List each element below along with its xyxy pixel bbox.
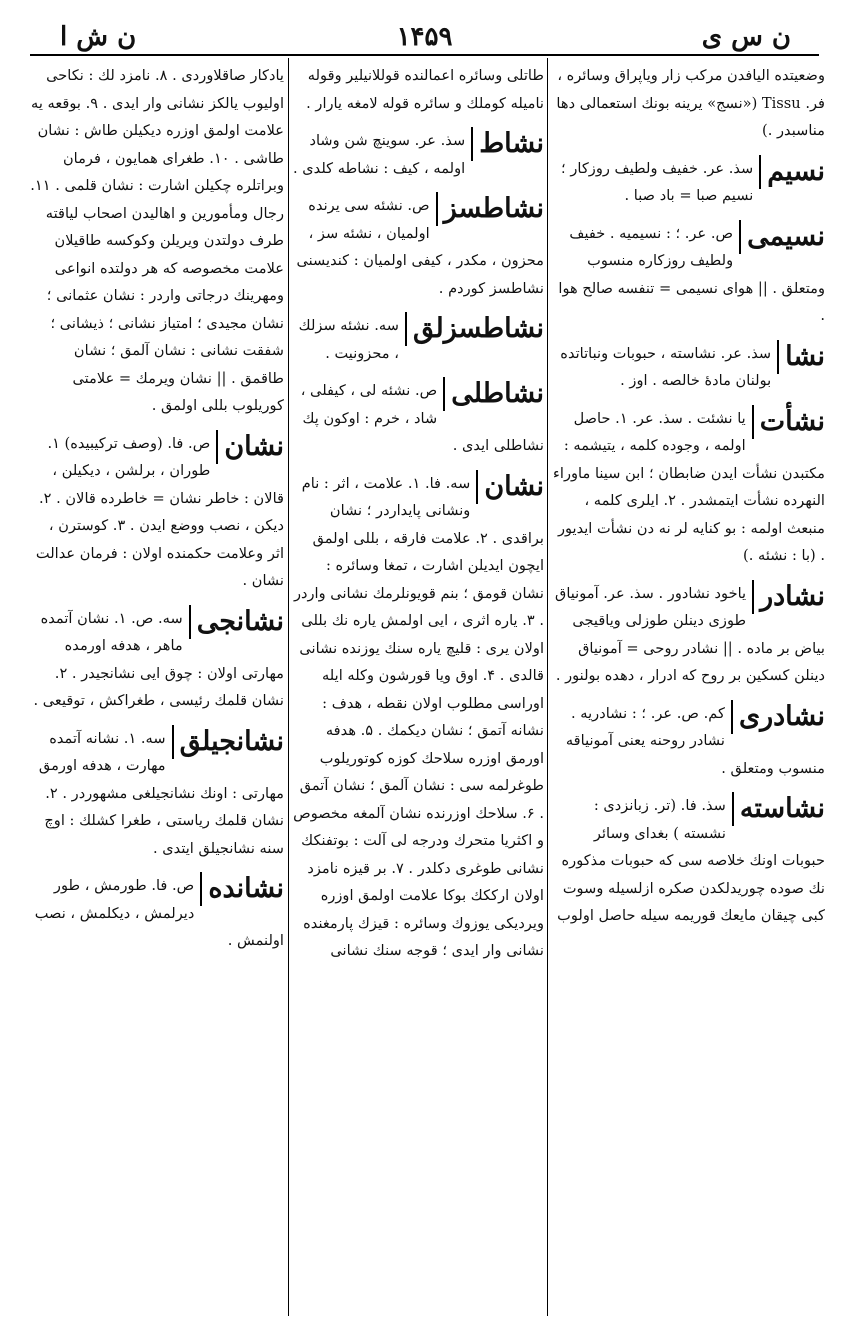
entry-headword: نشادر (752, 580, 825, 614)
entry-headword: نشان (216, 430, 284, 464)
entry-definition: سذ. عر. نشاسته ، حبوبات ونباتاتده بولنان مادهٔ خالصه . اوز . (560, 344, 772, 389)
dictionary-entry (550, 580, 825, 690)
column-left (30, 62, 284, 1312)
dictionary-entry (292, 192, 544, 302)
page-number: ۱۴۵۹ (396, 22, 453, 52)
column-divider (288, 58, 289, 1316)
entry-headword: نشأت (752, 405, 825, 439)
entry-headword: نشانجی (189, 605, 284, 639)
header-right-letters: ن س ی (701, 22, 791, 52)
entry-definition: یاخود نشادور . سذ. عر. آمونیاق طوزی دینلن طوزلی ویاقیجی بیاض بر ماده . || نشادر روحی = آمونیاق دینلن کسکین بر روح که ادرار ، دهده بولنور . (555, 584, 825, 684)
entry-definition: ص. فا. (وصف ترکیبیده) ۱. طوران ، برلشن ، دیکیلن ، قالان : خاطر نشان = خاطرده قالان . ۲. دیکن ، نصب ووضع ایدن . ۳. کوسترن ، اثر وعلامت حکمنده اولان : فرمان عدالت نشان . (35, 434, 284, 589)
column-divider (547, 58, 548, 1316)
entry-definition: سذ. عر. سوینچ شن وشاد اولمه ، کیف : نشاطه کلدی . (292, 132, 466, 177)
entry-headword: نشاطسز (436, 192, 544, 226)
dictionary-entry (550, 700, 825, 783)
entry-headword: نشانجیلق (172, 725, 284, 759)
entry-headword: نشان (476, 470, 544, 504)
dictionary-entry (292, 62, 544, 117)
entry-definition: سه. فا. ۱. علامت ، اثر : نام ونشانی پایداردر ؛ نشان براقدی . ۲. علامت فارقه ، بللی اولمق ایچون ایدیلن اشارت ، تمغا وسائره : نشان قومق ؛ بنم قویونلرمك نشانی واردر . ۳. یاره اثری ، ایی اولمش یاره نك بللی اولان یری : قلیچ یاره سنك یوزنده نشانی قالدی . ۴. اوق ویا قورشون وکله ایله اوراسی مطلوب اولان نقطه ، هدف : نشانه آتمق ؛ نشان دیکمك . ۵. هدفه اورمق اوزره سلاحك کوزه کوتوریلوب طوغرلمه سی : نشان آلمق ؛ نشان آتمق . ۶. سلاحك اوزرنده نشان آلمغه مخصوص و اکثریا متحرك ودرجه لی آلت : بوتفنکك نشانی طوغری دکلدر . ۷. بر قیزه نامزد اولان ارککك بوکا علامت اولمق اوزره ویردیکی یوزوك وسائره : قیزك پارمغنده نشانی وار ایدی ؛ قوجه سنك نشانی (293, 474, 544, 959)
entry-headword: نشانده (200, 872, 284, 906)
entry-headword: نشاط (471, 127, 544, 161)
dictionary-entry (30, 430, 284, 595)
entry-definition: ص. فا. طورمش ، طور دیرلمش ، دیکلمش ، نصب اولنمش . (34, 877, 284, 949)
header-left-letters: ن ش ا (60, 22, 137, 52)
entry-definition: ص. نشئه سی یرنده اولمیان ، نشئه سز ، محزون ، مکدر ، کیفی اولمیان : کندیسنی نشاطسز کوردم . (296, 197, 544, 297)
entry-definition: ص. عر. ؛ : نسیمیه . خفیف ولطیف روزکاره منسوب ومتعلق . || هوای نسیمی = تنفسه صالح هوا . (558, 224, 825, 324)
dictionary-entry (292, 127, 544, 182)
entry-headword: نشا (777, 340, 825, 374)
entry-headword: نشاطلی (443, 377, 544, 411)
entry-definition: سذ. عر. خفیف ولطیف روزکار ؛ نسیم صبا = باد صبا . (561, 159, 754, 204)
page-header (30, 14, 819, 54)
entry-definition: سذ. فا. (تر. زبانزدی : نشسته ) بغدای وسائر حبوبات اونك خلاصه سی که حبوبات مذکوره نك صوده چوریدلکدن صکره ازلسیله وسوت کبی چیقان مایعك قوریمه سیله حاصل اولوب (557, 797, 825, 924)
dictionary-entry (550, 405, 825, 570)
column-right (550, 62, 825, 1312)
entry-definition: سه. نشئه سزلك ، محزونیت . (298, 317, 399, 362)
entry-definition: سه. ص. ۱. نشان آتمده ماهر ، هدفه اورمده مهارتی اولان : چوق ایی نشانجیدر . ۲. نشان قلمك رئیسی ، طغراکش ، توقیعی . (33, 609, 284, 709)
entry-definition: کم. ص. عر. ؛ : نشادریه . نشادر روحنه یعنی آمونیاقه منسوب ومتعلق . (565, 704, 825, 777)
header-rule (30, 54, 819, 56)
dictionary-entry (30, 872, 284, 955)
dictionary-entry (550, 220, 825, 330)
dictionary-entry (30, 605, 284, 715)
entry-definition: یادکار صاقلاوردی . ۸. نامزد لك : نکاحی اولیوب یالکز نشانی وار ایدی . ۹. بوقعه یه علامت اولمق اوزره دیکیلن طاش : نشان طاشی . ۱۰. طغرای همایون ، فرمان وبراتلره چکیلن اشارت : نشان قلمی . ۱۱. رجال ومأمورین و اهالیدن اصحاب لیاقته طرف دولتدن ویریلن وکوکسه طاقیلان علامت مخصوصه که هر دولتده انواعی ومهرینك درجاتی واردر : نشان عثمانی ؛ نشان مجیدی ؛ امتیاز نشانی ؛ ذیشانی ؛ شفقت نشانی : نشان آلمق ؛ نشان طاقمق . || نشان ویرمك = علامتی کوریلوب بللی اولمق . (30, 67, 284, 414)
dictionary-entry (550, 62, 825, 145)
column-middle (292, 62, 544, 1312)
entry-headword: نشادری (731, 700, 825, 734)
dictionary-entry (30, 725, 284, 863)
dictionary-entry (550, 792, 825, 930)
dictionary-entry (550, 155, 825, 210)
entry-definition: ص. نشئه لی ، کیفلی ، شاد ، خرم : اوکون پك نشاطلی ایدی . (300, 382, 544, 454)
dictionary-entry (30, 62, 284, 420)
dictionary-entry (292, 470, 544, 965)
entry-headword: نسیمی (739, 220, 825, 254)
entry-definition: یا نشئت . سذ. عر. ۱. حاصل اولمه ، وجوده کلمه ، یتیشمه : مکتبدن نشأت ایدن ضابطان ؛ ابن سینا ماوراء النهرده نشأت ایتمشدر . ۲. ایلری کلمه ، منبعث اولمه : بو کنایه لر نه دن نشأت ایدیور . (با : نشئه .) (553, 409, 825, 564)
entry-headword: نسیم (759, 155, 825, 189)
entry-headword: نشاسته (732, 792, 825, 826)
dictionary-entry (292, 377, 544, 460)
entry-definition: سه. ۱. نشانه آتمده مهارت ، هدفه اورمق مهارتی : اونك نشانجیلغی مشهوردر . ۲. نشان قلمك ریاستی ، طغرا کشلك : اوچ سنه نشانجیلق ایتدی . (38, 729, 284, 857)
dictionary-entry (292, 312, 544, 367)
entry-definition: وضعیتده الیافدن مرکب زار ویاپراق وسائره ، فر. Tissu («نسج» یرینه بونك استعمالی دها مناسبدر .) (556, 67, 825, 139)
dictionary-entry (550, 340, 825, 395)
entry-headword: نشاطسزلق (405, 312, 544, 346)
entry-definition: طاتلی وسائره اعمالنده قوللانیلیر وقوله نامیله کوملك و سائره قوله لامغه یارار . (306, 67, 544, 112)
